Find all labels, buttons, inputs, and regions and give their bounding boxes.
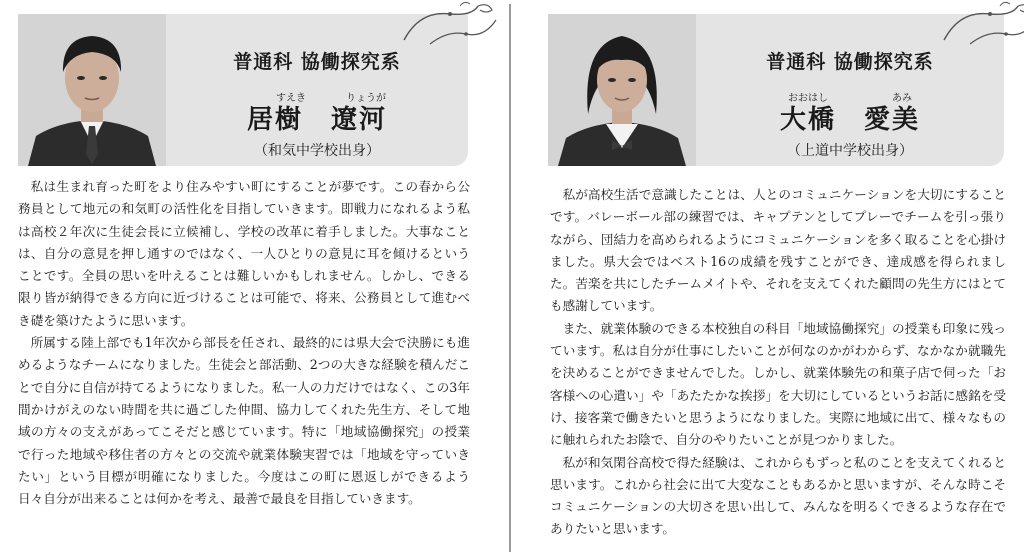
school-origin: （上道中学校出身） (787, 143, 913, 159)
flourish-ornament-icon (940, 0, 1024, 56)
paragraph: 私は生まれ育った町をより住みやすい町にすることが夢です。この春から公務員として地元の和気町の活性化を目指していきます。即戦力になれるよう私は高校２年次に生徒会長に立候補し、学校の改革に着手しました。大事なことは、自分の意見を押し通すのではなく、一人ひとりの意見に耳を傾けるということです。全員の思いを叶えることは難しいかもしれません。しかし、できる限り皆が納得できる方向に近づけることは可能で、将来、公務員として進むべき礎を築けたように思います。 (18, 179, 470, 328)
student-name: 大橋 愛美 (779, 105, 920, 135)
profile-left (0, 0, 504, 556)
course-label: 普通科 協働探究系 (766, 51, 934, 73)
course-label: 普通科 協働探究系 (233, 51, 401, 73)
paragraph: 私が高校生活で意識したことは、人とのコミュニケーションを大切にすることです。バレーボール部の練習では、キャプテンとしてプレーでチームを引っ張りながら、団結力を高められるようにコミュニケーションを多く取ることを心掛けました。県大会ではベスト16の成績を残すことができ、達成感を得られました。苦楽を共にしたチームメイトや、それを支えてくれた顧問の先生方にはとても感謝しています。 (550, 187, 1006, 314)
flourish-ornament-icon (400, 0, 500, 56)
profile-body (550, 184, 1006, 541)
paragraph: 所属する陸上部でも1年次から部長を任され、最終的には県大会で決勝にも進めるようなチームになりました。生徒会と部活動、2つの大きな経験を積んだことで自分に自信が持てるようになりました。私一人の力だけではなく、この3年間かけがえのない時間を共に過ごした仲間、協力してくれた先生方、そして地域の方々の支えがあってこそだと感じています。特に「地域協働探究」の授業で行った地域や移住者の方々との交流や就業体験実習では「地域を守っていきたい」という目標が明確になりました。今度はこの町に恩返しができるよう日々自分が出来ることは何かを考え、最善で最良を目指していきます。 (18, 335, 470, 507)
paragraph: また、就業体験のできる本校独自の科目「地域協働探究」の授業も印象に残っています。私は自分が仕事にしたいことが何なのかがわからず、なかなか就職先を決めることができませんでした。しかし、就業体験先の和菓子店で伺った「お客様への心遣い」や「あたたかな挨拶」を大切にしているというお話に感銘を受け、接客業で働きたいと思うようになりました。実際に地域に出て、様々なものに触れられたお陰で、自分のやりたいことが見つかりました。 (550, 320, 1007, 448)
profile-header (548, 14, 1004, 166)
profile-right (520, 0, 1024, 556)
ruby-family: おおはし (788, 93, 828, 104)
profile-body (18, 176, 470, 510)
student-photo (18, 14, 166, 166)
ruby-given: あみ (892, 93, 912, 104)
paragraph: 私が和気閑谷高校で得た経験は、これからもずっと私のことを支えてくれると思います。これから社会に出て大変なこともあるかと思いますが、そんな時こそコミュニケーションの大切さを思い出して、みんなを明るくできるような存在でありたいと思います。 (550, 454, 1006, 537)
ruby-given: りょうが (346, 93, 386, 104)
column-divider (509, 4, 511, 552)
school-origin: （和気中学校出身） (254, 143, 380, 159)
ruby-family: すえき (276, 93, 306, 104)
student-name: 居樹 遼河 (246, 105, 387, 135)
student-photo (548, 14, 696, 166)
